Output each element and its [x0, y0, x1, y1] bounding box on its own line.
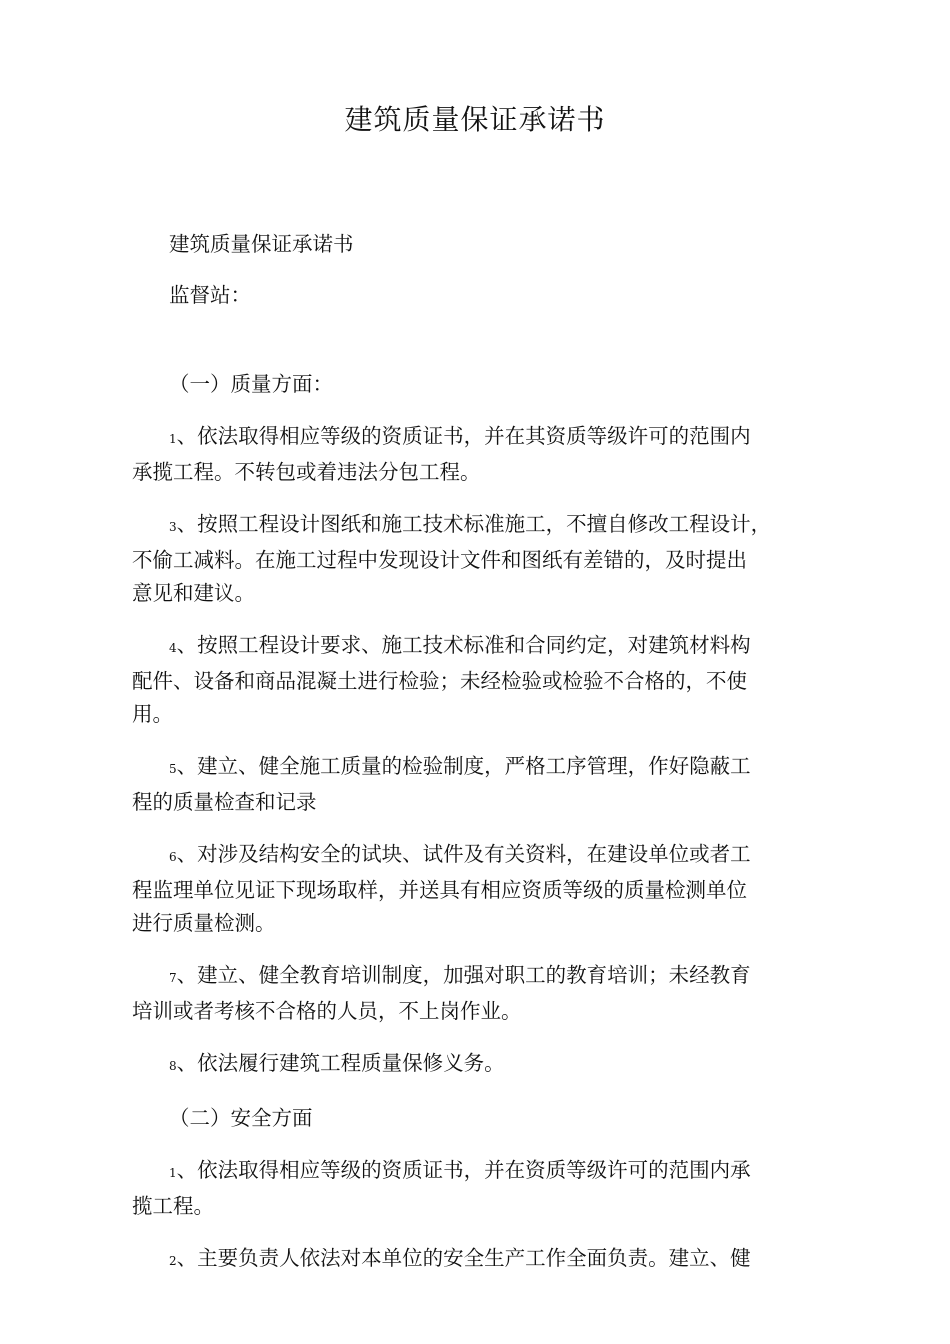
document-subtitle: 建筑质量保证承诺书 [169, 232, 354, 256]
section-heading-quality: （一）质量方面： [169, 372, 333, 396]
clause-item [132, 629, 812, 731]
clause-item [132, 1242, 812, 1278]
clause-line: 配件、设备和商品混凝土进行检验；未经检验或检验不合格的，不使 [132, 669, 747, 693]
clause-line: 8、依法履行建筑工程质量保修义务。 [169, 1051, 505, 1075]
clause-number: 1 [169, 432, 177, 446]
document-body [132, 228, 812, 1278]
clause-number: 4 [169, 641, 177, 655]
clause-number: 3 [169, 520, 177, 534]
clause-number: 7 [169, 971, 177, 985]
clause-line: 不偷工减料。在施工过程中发现设计文件和图纸有差错的，及时提出 [132, 548, 747, 572]
clause-line: 1、依法取得相应等级的资质证书，并在其资质等级许可的范围内 [169, 424, 751, 448]
clause-item [132, 838, 812, 940]
clause-line: 7、建立、健全教育培训制度，加强对职工的教育培训；未经教育 [169, 963, 751, 987]
clause-line: 程的质量检查和记录 [132, 790, 317, 814]
clause-number: 5 [169, 762, 177, 776]
clause-item [132, 1047, 812, 1083]
clause-line: 意见和建议。 [132, 581, 255, 605]
clause-line: 程监理单位见证下现场取样，并送具有相应资质等级的质量检测单位 [132, 878, 747, 902]
addressee: 监督站： [169, 283, 251, 307]
clause-line: 用。 [132, 702, 173, 726]
clause-number: 1 [169, 1166, 177, 1180]
clause-line: 6、对涉及结构安全的试块、试件及有关资料，在建设单位或者工 [169, 842, 751, 866]
clause-line: 承揽工程。不转包或着违法分包工程。 [132, 460, 481, 484]
clause-number: 2 [169, 1254, 177, 1268]
clause-line: 揽工程。 [132, 1194, 214, 1218]
clause-number: 6 [169, 850, 177, 864]
section-heading-safety: （二）安全方面 [169, 1106, 313, 1130]
clause-item [132, 959, 812, 1028]
clause-item [132, 508, 812, 610]
clause-item [132, 1154, 812, 1223]
clause-item [132, 750, 812, 819]
document-title: 建筑质量保证承诺书 [344, 103, 606, 136]
clause-line: 5、建立、健全施工质量的检验制度，严格工序管理，作好隐蔽工 [169, 754, 751, 778]
clause-number: 8 [169, 1059, 177, 1073]
clause-line: 培训或者考核不合格的人员，不上岗作业。 [132, 999, 522, 1023]
clause-line: 3、按照工程设计图纸和施工技术标准施工，不擅自修改工程设计， [169, 512, 772, 536]
clause-line: 2、主要负责人依法对本单位的安全生产工作全面负责。建立、健 [169, 1246, 751, 1270]
clause-item [132, 420, 812, 489]
clause-line: 1、依法取得相应等级的资质证书，并在资质等级许可的范围内承 [169, 1158, 751, 1182]
clause-line: 4、按照工程设计要求、施工技术标准和合同约定，对建筑材料构 [169, 633, 751, 657]
clause-line: 进行质量检测。 [132, 911, 276, 935]
